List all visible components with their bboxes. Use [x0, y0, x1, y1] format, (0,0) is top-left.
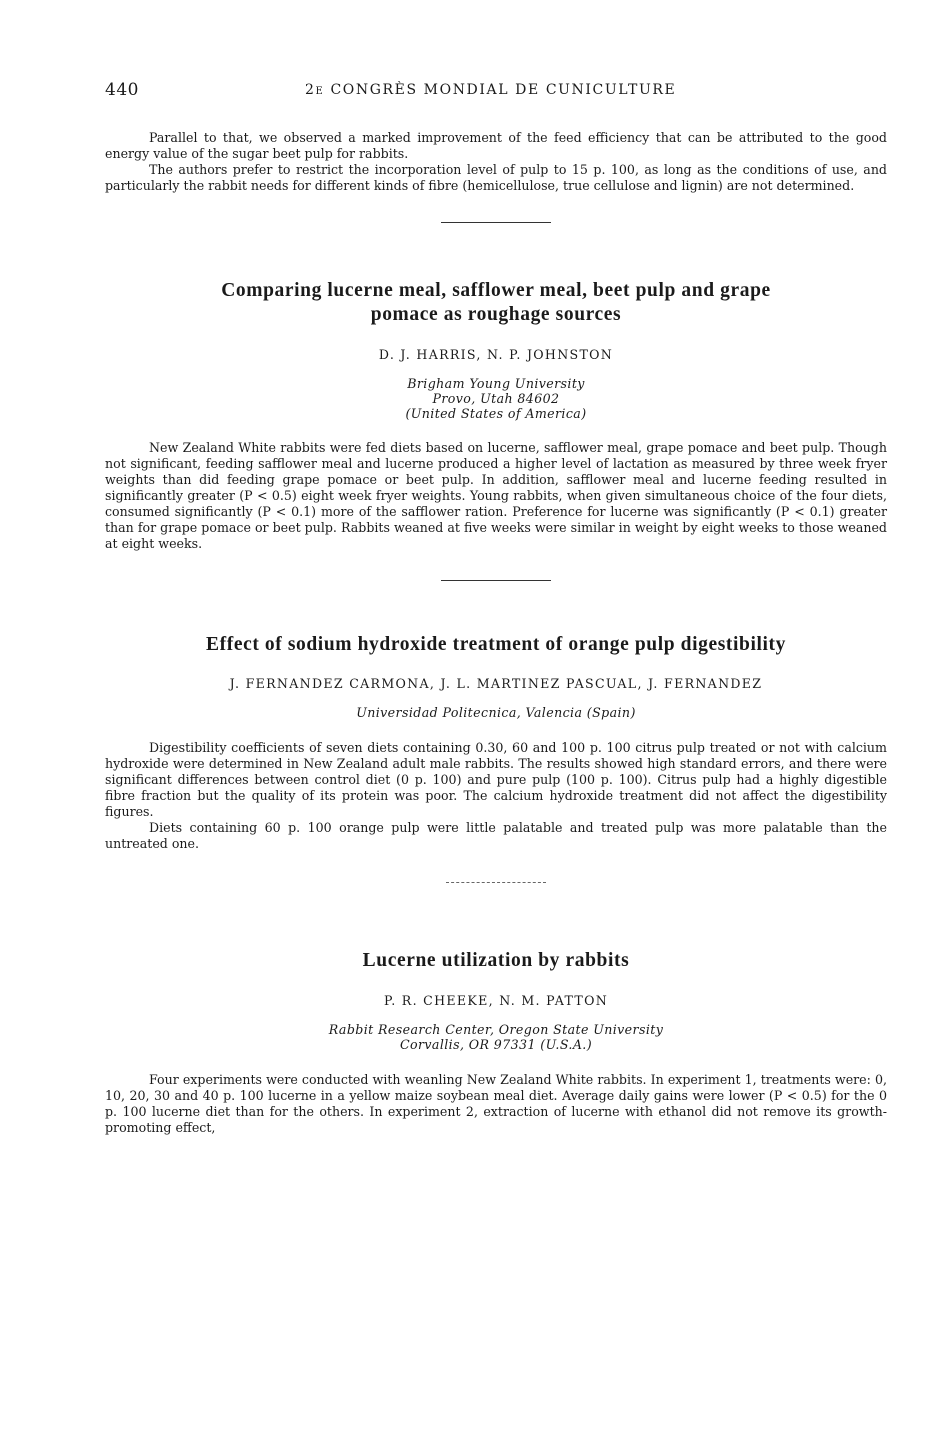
section-divider — [441, 580, 551, 581]
running-head — [105, 80, 887, 110]
affiliation-line: Universidad Politecnica, Valencia (Spain) — [356, 705, 636, 720]
affiliation-line: Corvallis, OR 97331 (U.S.A.) — [399, 1037, 593, 1052]
article-orange-pulp — [105, 633, 887, 852]
article-affiliation — [105, 376, 887, 421]
article-title: Comparing lucerne meal, safflower meal, beet pulp and grape pomace as roughage sources — [221, 280, 771, 325]
article-authors: J. FERNANDEZ CARMONA, J. L. MARTINEZ PASCUAL, J. FERNANDEZ — [229, 676, 763, 691]
journal-title: 2e CONGRÈS MONDIAL DE CUNICULTURE — [305, 82, 677, 98]
abstract-paragraph: Diets containing 60 p. 100 orange pulp were little palatable and treated pulp was more palatable than the untreated one. — [105, 820, 887, 851]
affiliation-line: Brigham Young University — [407, 376, 585, 391]
section-divider — [441, 222, 551, 223]
intro-section — [105, 130, 887, 194]
article-title: Lucerne utilization by rabbits — [362, 950, 630, 971]
affiliation-line: (United States of America) — [405, 406, 587, 421]
affiliation-line: Rabbit Research Center, Oregon State University — [328, 1022, 664, 1037]
article-title: Effect of sodium hydroxide treatment of orange pulp digestibility — [206, 634, 786, 655]
article-authors: P. R. CHEEKE, N. M. PATTON — [383, 993, 609, 1008]
section-divider — [446, 882, 546, 883]
article-affiliation — [105, 705, 887, 720]
article-lucerne-utilization — [105, 949, 887, 1136]
abstract-paragraph: New Zealand White rabbits were fed diets based on lucerne, safflower meal, grape pomace and beet pulp. Though not significant, feeding safflower meal and lucerne produced a higher level of lactation as measured by three week fryer weights than did feeding grape pomace or beet pulp. In addition, safflower meal and lucerne feeding resulted in significantly greater (P < 0.5) eight week fryer weights. Young rabbits, when given simultaneous choice of the four diets, consumed significantly (P < 0.1) more of the safflower ration. Preference for lucerne was significantly (P < 0.1) greater than for grape pomace or beet pulp. Rabbits weaned at five weeks were similar in weight by eight weeks to those weaned at eight weeks. — [105, 440, 887, 551]
page — [105, 80, 887, 1136]
abstract-paragraph: Four experiments were conducted with weanling New Zealand White rabbits. In experiment 1, treatments were: 0, 10, 20, 30 and 40 p. 100 lucerne in a yellow maize soybean meal diet. Average daily gains were lower (P < 0.5) for the 0 p. 100 lucerne diet than for the others. In experiment 2, extraction of lucerne with ethanol did not remove its growth-promoting effect, — [105, 1072, 887, 1135]
page-number: 440 — [105, 80, 139, 100]
abstract-paragraph: Digestibility coefficients of seven diets containing 0.30, 60 and 100 p. 100 citrus pulp treated or not with calcium hydroxide were determined in New Zealand adult male rabbits. The results showed high standard errors, and there were significant differences between control diet (0 p. 100) and pure pulp (100 p. 100). Citrus pulp had a highly digestible fibre fraction but the quality of its protein was poor. The calcium hydroxide treatment did not affect the digestibility figures. — [105, 740, 887, 819]
intro-paragraph: Parallel to that, we observed a marked improvement of the feed efficiency that can be attributed to the good energy value of the sugar beet pulp for rabbits. — [105, 130, 887, 161]
article-authors: D. J. HARRIS, N. P. JOHNSTON — [378, 347, 614, 362]
affiliation-line: Provo, Utah 84602 — [432, 391, 560, 406]
article-lucerne-safflower — [105, 279, 887, 552]
intro-paragraph: The authors prefer to restrict the incorporation level of pulp to 15 p. 100, as long as the conditions of use, and particularly the rabbit needs for different kinds of fibre (hemicellulose, true cellulose and lignin) are not determined. — [105, 162, 887, 193]
article-affiliation — [105, 1022, 887, 1052]
